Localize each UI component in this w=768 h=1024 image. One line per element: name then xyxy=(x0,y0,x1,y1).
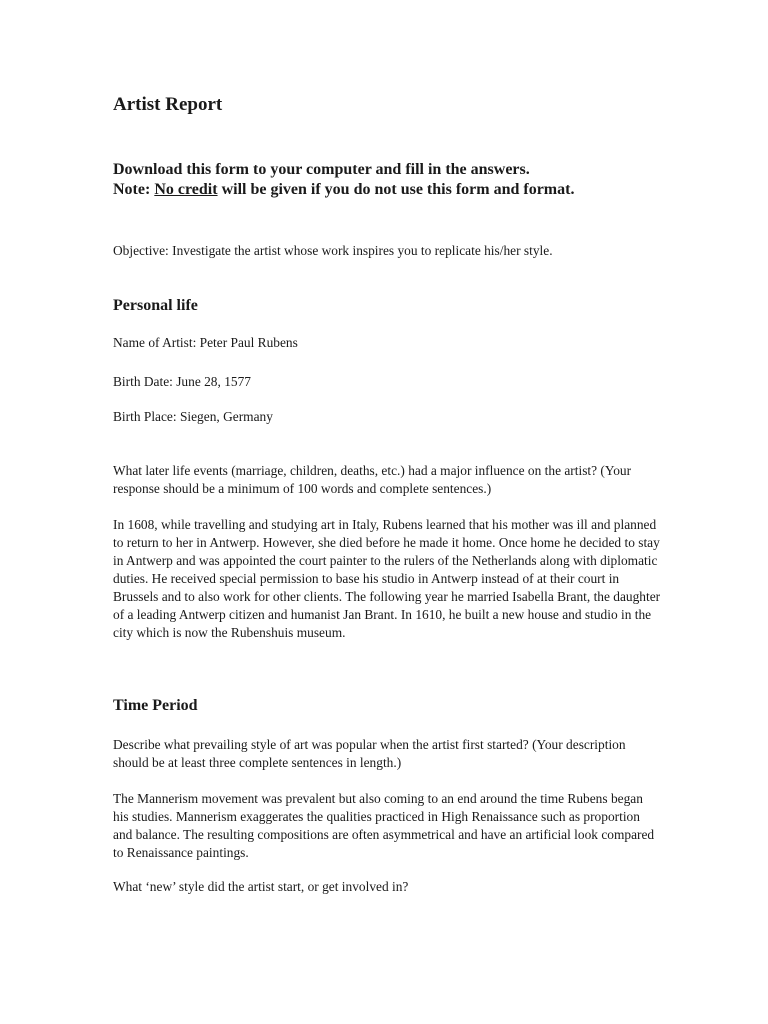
note-label: Note: xyxy=(113,181,151,198)
life-events-question: What later life events (marriage, children, deaths, etc.) had a major influence on the artist? (Your response should be a minimum of 100 words and complete sentences.) xyxy=(113,463,632,496)
objective-text: Objective: Investigate the artist whose work inspires you to replicate his/her style. xyxy=(113,243,553,258)
new-style-question: What ‘new’ style did the artist start, or get involved in? xyxy=(113,879,409,894)
note-rest: will be given if you do not use this form and format. xyxy=(217,181,575,198)
download-instruction: Download this form to your computer and fill in the answers. xyxy=(113,161,530,178)
no-credit-text: No credit xyxy=(154,181,218,198)
life-events-answer: In 1608, while travelling and studying art in Italy, Rubens learned that his mother was ill and planned to return to her in Antwerp. However, she died before he made it home. Once home he decided to stay in Antwerp and was appointed the court painter to the rulers of the Netherlands along with diplomatic duties. He received special permission to base his studio in Antwerp instead of at their court in Brussels and to also work for other clients. The following year he married Isabella Brant, the daughter of a leading Antwerp citizen and humanist Jan Brant. In 1610, he built a new house and studio in the city which is now the Rubenshuis museum. xyxy=(113,517,661,640)
document-title: Artist Report xyxy=(113,94,223,115)
personal-life-heading: Personal life xyxy=(113,297,198,314)
time-period-heading: Time Period xyxy=(113,697,198,714)
form-instructions xyxy=(113,160,574,200)
birth-date-field: Birth Date: June 28, 1577 xyxy=(113,374,251,389)
style-answer: The Mannerism movement was prevalent but also coming to an end around the time Rubens began his studies. Mannerism exaggerates the qualities practiced in High Renaissance such as proportion and balance. The resulting compositions are often asymmetrical and have an artificial look compared to Renaissance paintings. xyxy=(113,791,655,860)
note-line xyxy=(113,180,574,200)
artist-name-field: Name of Artist: Peter Paul Rubens xyxy=(113,335,298,350)
style-question: Describe what prevailing style of art was popular when the artist first started? (Your description should be at least three complete sentences in length.) xyxy=(113,737,626,770)
birth-place-field: Birth Place: Siegen, Germany xyxy=(113,409,273,424)
